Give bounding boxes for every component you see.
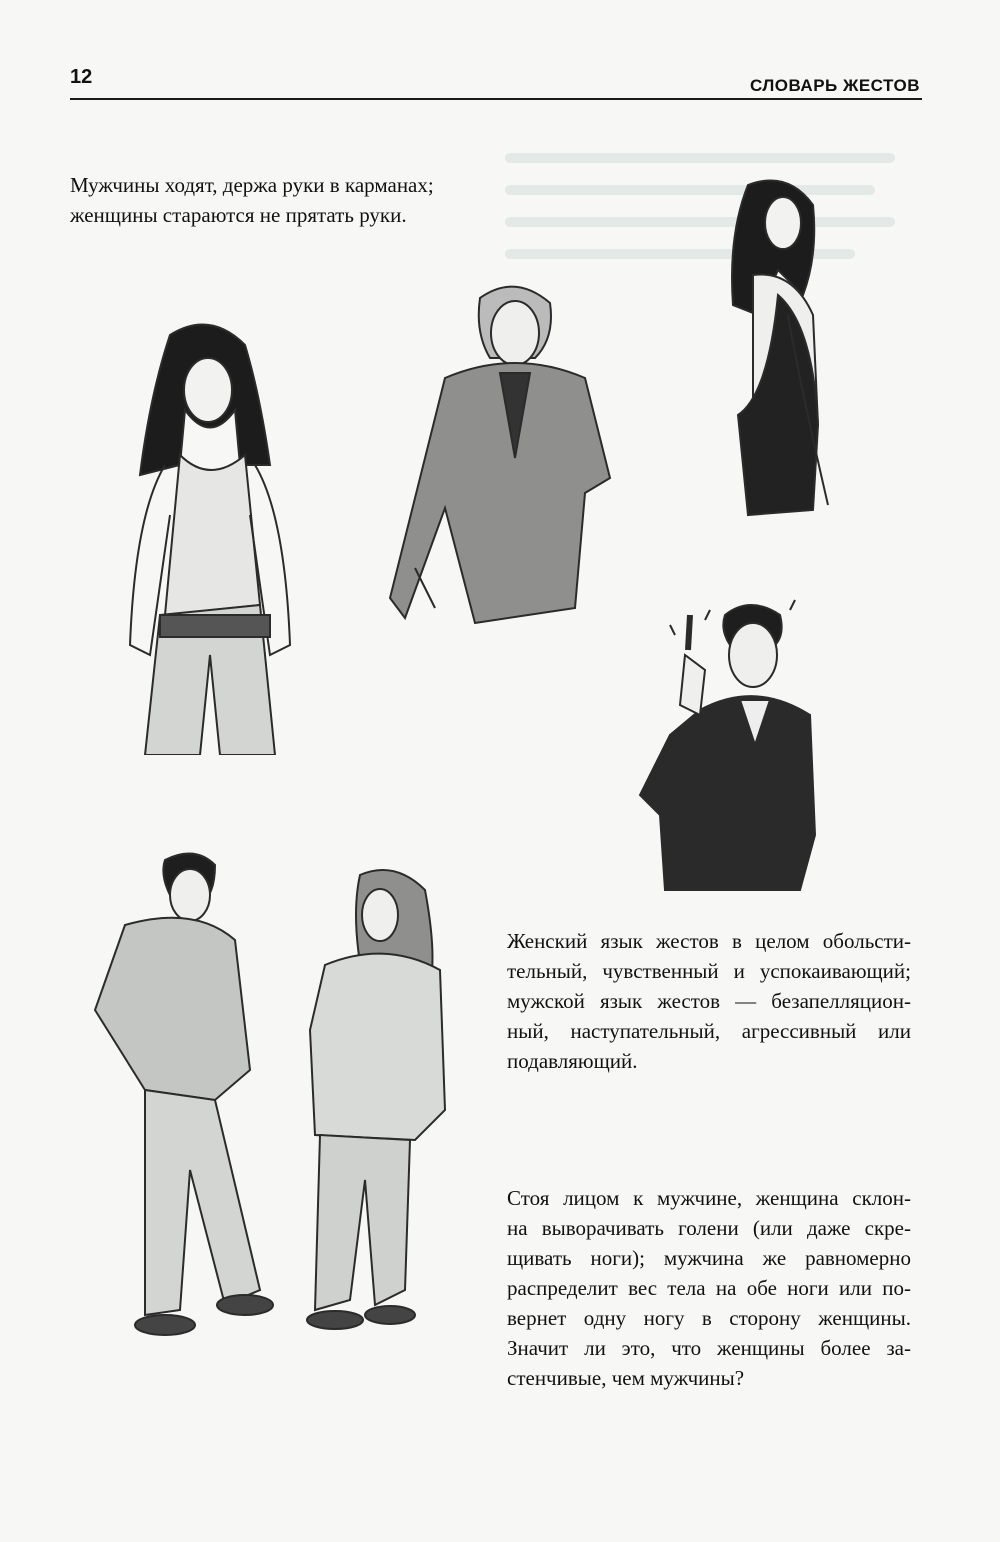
caption-line: вернет одну ногу в сторону женщины. (507, 1306, 911, 1330)
man-pointing-finger-illustration (630, 595, 830, 895)
caption-line: ный, наступательный, агрессивный или (507, 1019, 911, 1043)
man-in-suit-walking-illustration (385, 278, 615, 628)
caption-line: Значит ли это, что женщины более за- (507, 1336, 911, 1360)
caption-standing-posture (507, 1183, 911, 1393)
caption-gesture-language (507, 926, 911, 1076)
header-rule (70, 98, 922, 100)
running-title: СЛОВАРЬ ЖЕСТОВ (749, 76, 920, 95)
caption-line: щивать ноги); мужчина же равномерно (507, 1246, 911, 1270)
caption-line: Мужчины ходят, держа руки в карманах; (70, 173, 434, 197)
caption-line: подавляющий. (507, 1049, 638, 1073)
page-number: 12 (70, 66, 93, 88)
caption-line: Женский язык жестов в целом обольсти- (507, 929, 911, 953)
caption-line: женщины стараются не прятать руки. (70, 203, 407, 227)
woman-hands-in-pockets-illustration (110, 315, 310, 755)
caption-line: на выворачивать голени (или даже скре- (507, 1216, 911, 1240)
woman-in-dress-illustration (718, 175, 838, 525)
caption-line: Стоя лицом к мужчине, женщина склон- (507, 1186, 911, 1210)
couple-standing-illustration (85, 850, 455, 1370)
caption-line: тельный, чувственный и успокаивающий; (507, 959, 911, 983)
caption-hands-in-pockets (70, 170, 450, 230)
caption-line: распределит вес тела на обе ноги или по- (507, 1276, 911, 1300)
caption-line: стенчивые, чем мужчины? (507, 1366, 745, 1390)
caption-line: мужской язык жестов — безапелляцион- (507, 989, 911, 1013)
